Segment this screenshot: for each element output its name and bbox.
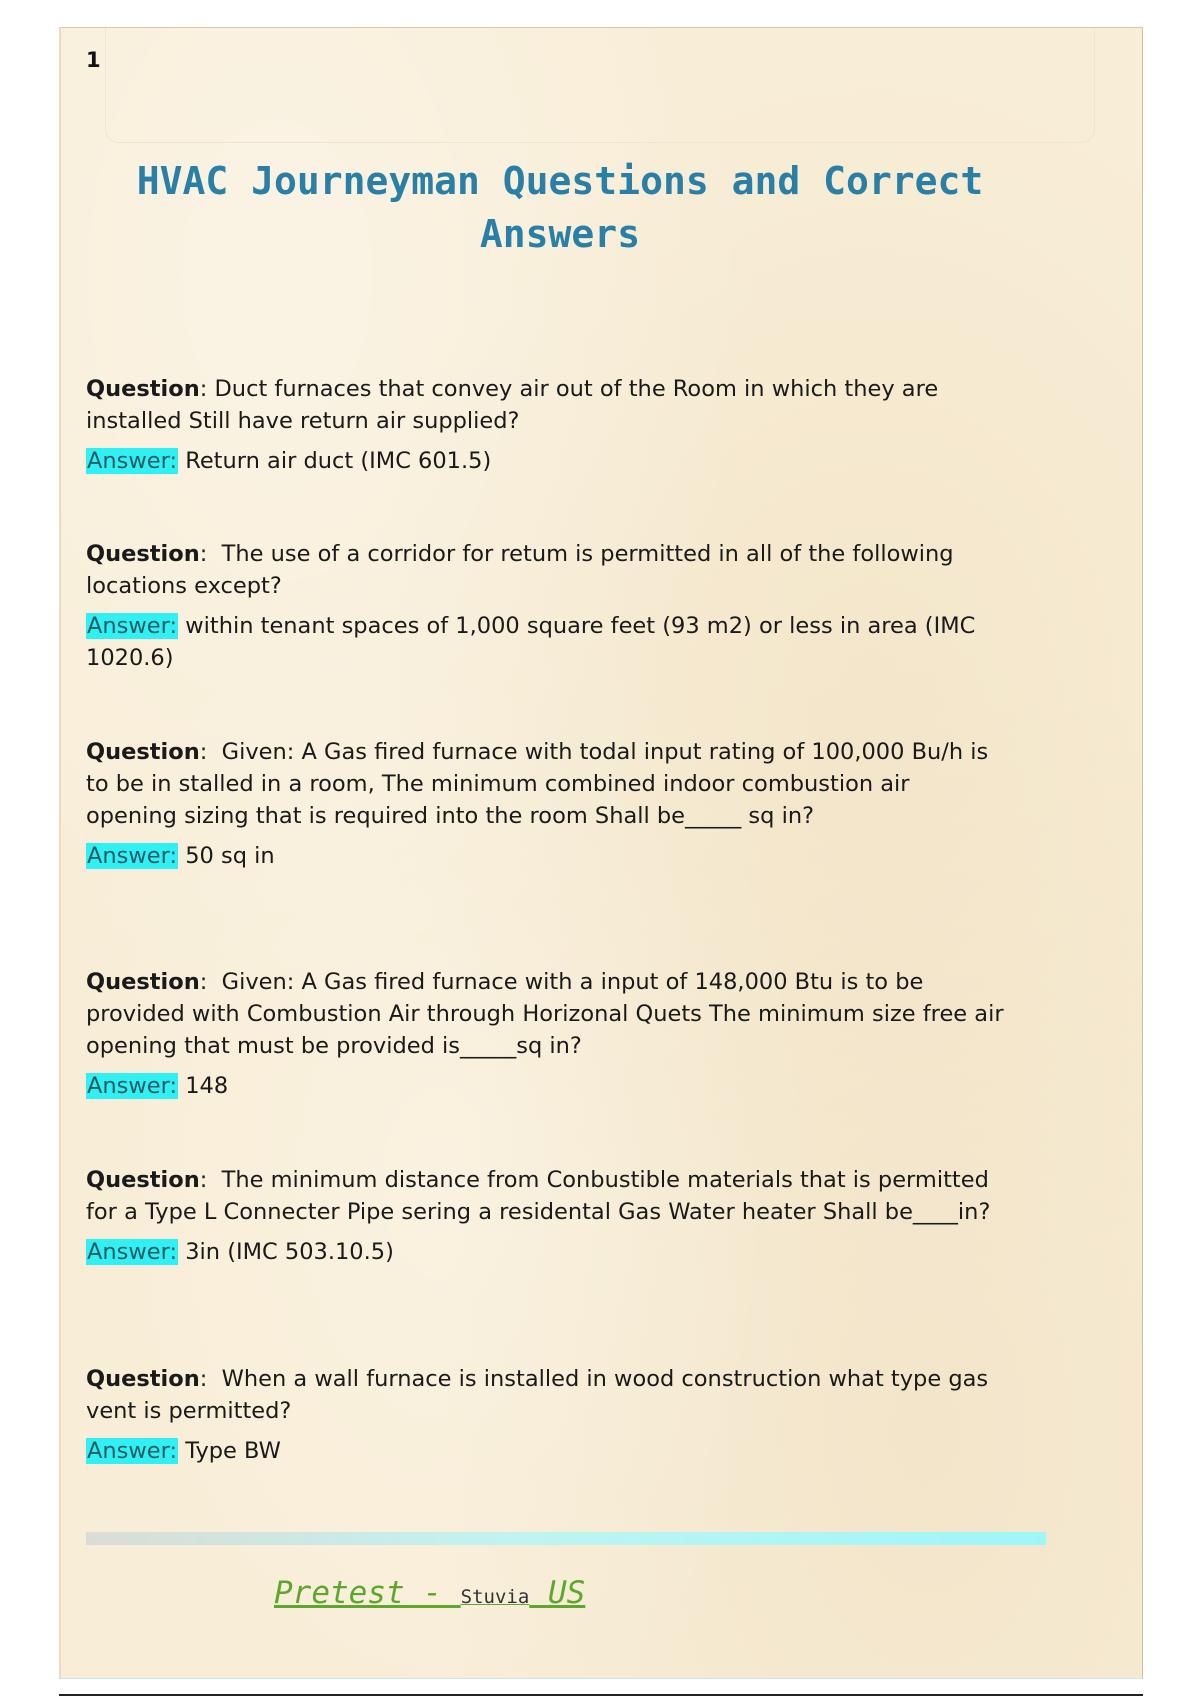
qa-item-3: [86, 736, 1006, 872]
footer-pretest: Pretest -: [274, 1575, 461, 1611]
answer-label: Answer:: [87, 1073, 178, 1099]
document-title: HVAC Journeyman Questions and Correct Answers: [136, 159, 984, 256]
question-label: Question: [86, 541, 200, 567]
page-header: [105, 28, 1095, 143]
question-text: Duct furnaces that convey air out of the Room in which they are installed Still have return air supplied?: [86, 376, 939, 434]
answer-text: 148: [185, 1073, 229, 1099]
question-text: When a wall furnace is installed in wood construction what type gas vent is permitted?: [86, 1366, 989, 1424]
question-5: Question: The minimum distance from Conbustible materials that is permitted for a Type L Connecter Pipe sering a residental Gas Water heater Shall be____in?: [86, 1167, 991, 1225]
answer-label: Answer:: [87, 448, 178, 474]
footer-us: US: [529, 1575, 586, 1611]
question-6: Question: When a wall furnace is installed in wood construction what type gas vent is permitted?: [86, 1366, 989, 1424]
answer-label: Answer:: [87, 1239, 178, 1265]
answer-label: Answer:: [87, 843, 178, 869]
answer-text: Return air duct (IMC 601.5): [185, 448, 492, 474]
question-label: Question: [86, 376, 200, 402]
qa-item-2: [86, 538, 1006, 674]
answer-4: [86, 1070, 1006, 1102]
question-text: The use of a corridor for retum is permitted in all of the following locations except?: [86, 541, 954, 599]
qa-item-1: [86, 373, 1006, 477]
answer-text: 3in (IMC 503.10.5): [185, 1239, 394, 1265]
question-label: Question: [86, 1167, 200, 1193]
question-2: Question: The use of a corridor for retum is permitted in all of the following locations except?: [86, 541, 954, 599]
answer-text: within tenant spaces of 1,000 square feet (93 m2) or less in area (IMC 1020.6): [86, 613, 976, 671]
question-text: Given: A Gas fired furnace with todal input rating of 100,000 Bu/h is to be in stalled in a room, The minimum combined indoor combustion air opening sizing that is required into the room Shall be_____ sq in?: [86, 739, 989, 829]
footer-stuvia: Stuvia: [460, 1586, 530, 1608]
qa-item-4: [86, 966, 1006, 1102]
answer-text: 50 sq in: [185, 843, 275, 869]
bottom-rule: [59, 1694, 1143, 1696]
answer-label: Answer:: [87, 613, 178, 639]
question-label: Question: [86, 739, 200, 765]
question-label: Question: [86, 969, 200, 995]
answer-5: [86, 1236, 1006, 1268]
question-3: Question: Given: A Gas fired furnace with todal input rating of 100,000 Bu/h is to be in stalled in a room, The minimum combined indoor combustion air opening sizing that is required into the room Shall be_____ sq in?: [86, 739, 989, 829]
answer-2: [86, 610, 1006, 674]
page-number: 1: [86, 48, 101, 72]
answer-1: [86, 445, 1006, 477]
answer-6: [86, 1435, 1006, 1467]
qa-item-5: [86, 1164, 1006, 1268]
question-1: Question: Duct furnaces that convey air out of the Room in which they are installed Still have return air supplied?: [86, 376, 939, 434]
answer-3: [86, 840, 1006, 872]
footer-brand[interactable]: [274, 1575, 585, 1611]
question-text: Given: A Gas fired furnace with a input of 148,000 Btu is to be provided with Combustion Air through Horizonal Quets The minimum size free air opening that must be provided is_____sq in?: [86, 969, 1004, 1059]
footer-divider: [86, 1532, 1046, 1545]
answer-label: Answer:: [87, 1438, 178, 1464]
answer-text: Type BW: [185, 1438, 281, 1464]
question-4: Question: Given: A Gas fired furnace with a input of 148,000 Btu is to be provided with Combustion Air through Horizonal Quets The minimum size free air opening that must be provided is_____sq in?: [86, 969, 1004, 1059]
question-label: Question: [86, 1366, 200, 1392]
qa-item-6: [86, 1363, 1006, 1467]
question-text: The minimum distance from Conbustible materials that is permitted for a Type L Connecter Pipe sering a residental Gas Water heater Shall be____in?: [86, 1167, 991, 1225]
